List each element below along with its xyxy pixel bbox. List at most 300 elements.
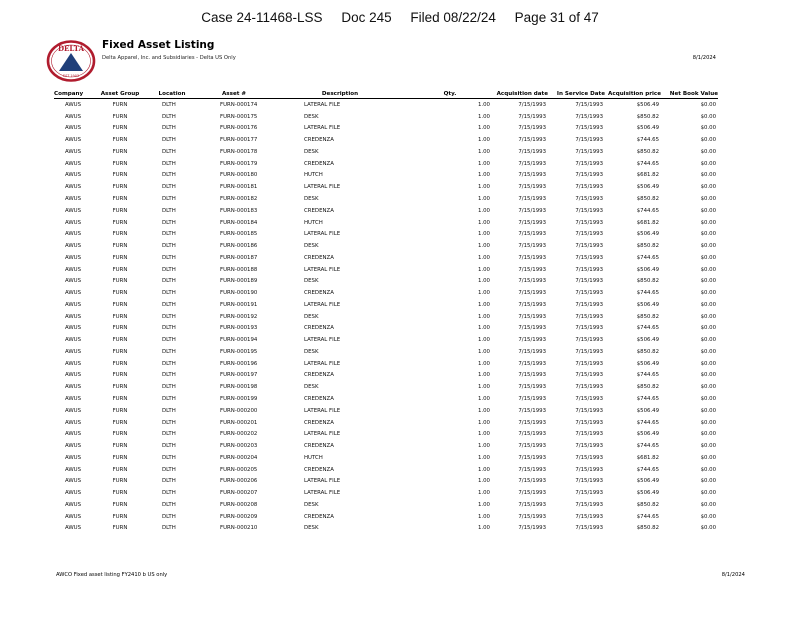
description-cell: CREDENZA bbox=[304, 160, 334, 167]
acquisition-date-cell: 7/15/1993 bbox=[518, 137, 546, 144]
location-cell: DLTH bbox=[162, 490, 176, 497]
asset-number-cell: FURN-000203 bbox=[220, 443, 258, 450]
qty-cell: 1.00 bbox=[477, 160, 490, 167]
asset-number-cell: FURN-000206 bbox=[220, 478, 258, 485]
asset-number-cell: FURN-000202 bbox=[220, 431, 258, 438]
company-cell: AWUS bbox=[64, 148, 82, 155]
in-service-date-cell: 7/15/1993 bbox=[575, 443, 603, 450]
asset-number-cell: FURN-000190 bbox=[220, 290, 258, 297]
net-book-value-cell: $0.00 bbox=[700, 372, 716, 379]
acquisition-date-cell: 7/15/1993 bbox=[518, 172, 546, 179]
in-service-date-cell: 7/15/1993 bbox=[575, 313, 603, 320]
net-book-value-cell: $0.00 bbox=[700, 337, 716, 344]
net-book-value-cell: $0.00 bbox=[700, 325, 716, 332]
net-book-value-cell: $0.00 bbox=[700, 360, 716, 367]
net-book-value-cell: $0.00 bbox=[700, 148, 716, 155]
company-cell: AWUS bbox=[64, 525, 82, 532]
description-cell: LATERAL FILE bbox=[304, 101, 341, 108]
location-cell: DLTH bbox=[162, 243, 176, 250]
asset-group-cell: FURN bbox=[112, 396, 128, 403]
net-book-value-cell: $0.00 bbox=[700, 101, 716, 108]
company-cell: AWUS bbox=[64, 396, 82, 403]
description-cell: LATERAL FILE bbox=[304, 266, 341, 273]
company-cell: AWUS bbox=[64, 337, 82, 344]
in-service-date-cell: 7/15/1993 bbox=[575, 325, 603, 332]
table-row bbox=[54, 523, 718, 535]
asset-group-cell: FURN bbox=[112, 490, 128, 497]
location-cell: DLTH bbox=[162, 337, 176, 344]
asset-number-cell: FURN-000185 bbox=[220, 231, 258, 238]
company-cell: AWUS bbox=[64, 431, 82, 438]
net-book-value-cell: $0.00 bbox=[700, 301, 716, 308]
company-cell: AWUS bbox=[64, 372, 82, 379]
acquisition-price-cell: $744.65 bbox=[636, 290, 659, 297]
description-cell: CREDENZA bbox=[304, 372, 334, 379]
table-row bbox=[54, 487, 718, 499]
asset-number-cell: FURN-000184 bbox=[220, 219, 258, 226]
company-cell: AWUS bbox=[64, 407, 82, 414]
in-service-date-cell: 7/15/1993 bbox=[575, 148, 603, 155]
location-cell: DLTH bbox=[162, 101, 176, 108]
company-cell: AWUS bbox=[64, 443, 82, 450]
asset-group-cell: FURN bbox=[112, 196, 128, 202]
description-cell: HUTCH bbox=[304, 219, 323, 226]
asset-number-cell: FURN-000179 bbox=[220, 160, 258, 167]
description-cell: DESK bbox=[304, 196, 319, 202]
column-header-description: Description bbox=[272, 87, 408, 99]
net-book-value-cell: $0.00 bbox=[700, 396, 716, 403]
acquisition-price-cell: $506.49 bbox=[636, 301, 659, 308]
description-cell: LATERAL FILE bbox=[304, 431, 341, 438]
acquisition-date-cell: 7/15/1993 bbox=[518, 360, 546, 367]
qty-cell: 1.00 bbox=[477, 454, 490, 461]
acquisition-price-cell: $506.49 bbox=[636, 478, 659, 485]
acquisition-price-cell: $744.65 bbox=[636, 160, 659, 167]
description-cell: DESK bbox=[304, 113, 319, 120]
acquisition-date-cell: 7/15/1993 bbox=[518, 419, 546, 426]
asset-group-cell: FURN bbox=[112, 313, 128, 320]
asset-group-cell: FURN bbox=[112, 348, 128, 355]
net-book-value-cell: $0.00 bbox=[700, 407, 716, 414]
asset-number-cell: FURN-000201 bbox=[220, 419, 258, 426]
in-service-date-cell: 7/15/1993 bbox=[575, 219, 603, 226]
acquisition-date-cell: 7/15/1993 bbox=[518, 148, 546, 155]
acquisition-date-cell: 7/15/1993 bbox=[518, 101, 546, 108]
acquisition-date-cell: 7/15/1993 bbox=[518, 407, 546, 414]
acquisition-date-cell: 7/15/1993 bbox=[518, 266, 546, 273]
acquisition-price-cell: $506.49 bbox=[636, 125, 659, 132]
company-cell: AWUS bbox=[64, 384, 82, 391]
in-service-date-cell: 7/15/1993 bbox=[575, 254, 603, 261]
location-cell: DLTH bbox=[162, 172, 176, 179]
logo-wordmark: DELTA bbox=[57, 44, 85, 53]
asset-number-cell: FURN-000198 bbox=[220, 384, 258, 391]
qty-cell: 1.00 bbox=[477, 148, 490, 155]
asset-number-cell: FURN-000192 bbox=[220, 313, 258, 320]
table-row bbox=[54, 452, 718, 464]
acquisition-price-cell: $850.82 bbox=[636, 348, 659, 355]
location-cell: DLTH bbox=[162, 396, 176, 403]
acquisition-date-cell: 7/15/1993 bbox=[518, 113, 546, 120]
qty-cell: 1.00 bbox=[477, 254, 490, 261]
column-header-asset-group: Asset Group bbox=[92, 87, 148, 99]
asset-number-cell: FURN-000196 bbox=[220, 360, 258, 367]
asset-group-cell: FURN bbox=[112, 101, 128, 108]
in-service-date-cell: 7/15/1993 bbox=[575, 419, 603, 426]
asset-number-cell: FURN-000181 bbox=[220, 184, 258, 191]
company-cell: AWUS bbox=[64, 196, 82, 202]
description-cell: LATERAL FILE bbox=[304, 478, 341, 485]
company-cell: AWUS bbox=[64, 490, 82, 497]
location-cell: DLTH bbox=[162, 384, 176, 391]
description-cell: HUTCH bbox=[304, 172, 323, 179]
asset-group-cell: FURN bbox=[112, 407, 128, 414]
company-cell: AWUS bbox=[64, 184, 82, 191]
location-cell: DLTH bbox=[162, 160, 176, 167]
in-service-date-cell: 7/15/1993 bbox=[575, 372, 603, 379]
net-book-value-cell: $0.00 bbox=[700, 184, 716, 191]
acquisition-price-cell: $850.82 bbox=[636, 525, 659, 532]
location-cell: DLTH bbox=[162, 125, 176, 132]
acquisition-price-cell: $850.82 bbox=[636, 196, 659, 202]
description-cell: CREDENZA bbox=[304, 290, 334, 297]
description-cell: LATERAL FILE bbox=[304, 184, 341, 191]
delta-logo bbox=[46, 40, 96, 82]
asset-group-cell: FURN bbox=[112, 231, 128, 238]
qty-cell: 1.00 bbox=[477, 525, 490, 532]
acquisition-date-cell: 7/15/1993 bbox=[518, 243, 546, 250]
table-row bbox=[54, 311, 718, 323]
asset-group-cell: FURN bbox=[112, 466, 128, 473]
company-cell: AWUS bbox=[64, 360, 82, 367]
in-service-date-cell: 7/15/1993 bbox=[575, 231, 603, 238]
column-header-acquisition-date: Acquisition date bbox=[492, 87, 548, 99]
description-cell: CREDENZA bbox=[304, 396, 334, 403]
in-service-date-cell: 7/15/1993 bbox=[575, 337, 603, 344]
asset-number-cell: FURN-000182 bbox=[220, 196, 258, 202]
asset-group-cell: FURN bbox=[112, 301, 128, 308]
logo-est-text: EST 1903 bbox=[62, 74, 80, 78]
acquisition-price-cell: $506.49 bbox=[636, 266, 659, 273]
company-cell: AWUS bbox=[64, 125, 82, 132]
asset-number-cell: FURN-000195 bbox=[220, 348, 258, 355]
qty-cell: 1.00 bbox=[477, 431, 490, 438]
asset-group-cell: FURN bbox=[112, 207, 128, 214]
in-service-date-cell: 7/15/1993 bbox=[575, 454, 603, 461]
location-cell: DLTH bbox=[162, 313, 176, 320]
table-row bbox=[54, 428, 718, 440]
company-cell: AWUS bbox=[64, 454, 82, 461]
company-cell: AWUS bbox=[64, 137, 82, 144]
acquisition-date-cell: 7/15/1993 bbox=[518, 219, 546, 226]
asset-group-cell: FURN bbox=[112, 254, 128, 261]
description-cell: DESK bbox=[304, 148, 319, 155]
acquisition-date-cell: 7/15/1993 bbox=[518, 466, 546, 473]
qty-cell: 1.00 bbox=[477, 243, 490, 250]
asset-group-cell: FURN bbox=[112, 278, 128, 285]
company-cell: AWUS bbox=[64, 254, 82, 261]
in-service-date-cell: 7/15/1993 bbox=[575, 348, 603, 355]
location-cell: DLTH bbox=[162, 148, 176, 155]
in-service-date-cell: 7/15/1993 bbox=[575, 525, 603, 532]
table-row bbox=[54, 287, 718, 299]
acquisition-price-cell: $506.49 bbox=[636, 431, 659, 438]
asset-number-cell: FURN-000175 bbox=[220, 113, 258, 120]
in-service-date-cell: 7/15/1993 bbox=[575, 266, 603, 273]
acquisition-date-cell: 7/15/1993 bbox=[518, 184, 546, 191]
acquisition-price-cell: $744.65 bbox=[636, 325, 659, 332]
asset-table bbox=[54, 87, 718, 534]
acquisition-date-cell: 7/15/1993 bbox=[518, 254, 546, 261]
qty-cell: 1.00 bbox=[477, 490, 490, 497]
acquisition-date-cell: 7/15/1993 bbox=[518, 348, 546, 355]
description-cell: CREDENZA bbox=[304, 513, 334, 520]
description-cell: DESK bbox=[304, 501, 319, 508]
table-row bbox=[54, 275, 718, 287]
qty-cell: 1.00 bbox=[477, 396, 490, 403]
asset-number-cell: FURN-000191 bbox=[220, 301, 258, 308]
acquisition-date-cell: 7/15/1993 bbox=[518, 325, 546, 332]
net-book-value-cell: $0.00 bbox=[700, 501, 716, 508]
asset-group-cell: FURN bbox=[112, 337, 128, 344]
asset-group-cell: FURN bbox=[112, 243, 128, 250]
net-book-value-cell: $0.00 bbox=[700, 431, 716, 438]
acquisition-date-cell: 7/15/1993 bbox=[518, 160, 546, 167]
description-cell: CREDENZA bbox=[304, 254, 334, 261]
acquisition-price-cell: $850.82 bbox=[636, 113, 659, 120]
in-service-date-cell: 7/15/1993 bbox=[575, 172, 603, 179]
description-cell: DESK bbox=[304, 313, 319, 320]
acquisition-date-cell: 7/15/1993 bbox=[518, 384, 546, 391]
company-cell: AWUS bbox=[64, 113, 82, 120]
location-cell: DLTH bbox=[162, 525, 176, 532]
column-header-asset-number: Asset # bbox=[196, 87, 272, 99]
acquisition-date-cell: 7/15/1993 bbox=[518, 396, 546, 403]
net-book-value-cell: $0.00 bbox=[700, 478, 716, 485]
qty-cell: 1.00 bbox=[477, 137, 490, 144]
acquisition-date-cell: 7/15/1993 bbox=[518, 125, 546, 132]
company-cell: AWUS bbox=[64, 243, 82, 250]
in-service-date-cell: 7/15/1993 bbox=[575, 196, 603, 202]
company-cell: AWUS bbox=[64, 325, 82, 332]
location-cell: DLTH bbox=[162, 266, 176, 273]
column-header-acquisition-price: Acquisition price bbox=[605, 87, 661, 99]
qty-cell: 1.00 bbox=[477, 348, 490, 355]
asset-table-container bbox=[54, 87, 718, 534]
asset-group-cell: FURN bbox=[112, 513, 128, 520]
asset-number-cell: FURN-000178 bbox=[220, 148, 258, 155]
description-cell: LATERAL FILE bbox=[304, 360, 341, 367]
asset-group-cell: FURN bbox=[112, 219, 128, 226]
asset-number-cell: FURN-000180 bbox=[220, 172, 258, 179]
asset-group-cell: FURN bbox=[112, 113, 128, 120]
description-cell: LATERAL FILE bbox=[304, 490, 341, 497]
acquisition-date-cell: 7/15/1993 bbox=[518, 513, 546, 520]
acquisition-price-cell: $744.65 bbox=[636, 443, 659, 450]
company-cell: AWUS bbox=[64, 478, 82, 485]
asset-number-cell: FURN-000177 bbox=[220, 137, 258, 144]
company-cell: AWUS bbox=[64, 290, 82, 297]
table-row bbox=[54, 158, 718, 170]
location-cell: DLTH bbox=[162, 207, 176, 214]
table-row bbox=[54, 134, 718, 146]
company-cell: AWUS bbox=[64, 219, 82, 226]
table-row bbox=[54, 417, 718, 429]
net-book-value-cell: $0.00 bbox=[700, 348, 716, 355]
in-service-date-cell: 7/15/1993 bbox=[575, 501, 603, 508]
acquisition-price-cell: $850.82 bbox=[636, 243, 659, 250]
report-subtitle: Delta Apparel, Inc. and Subsidiaries - Delta US Only bbox=[102, 55, 236, 61]
company-cell: AWUS bbox=[64, 348, 82, 355]
net-book-value-cell: $0.00 bbox=[700, 525, 716, 532]
in-service-date-cell: 7/15/1993 bbox=[575, 160, 603, 167]
qty-cell: 1.00 bbox=[477, 313, 490, 320]
location-cell: DLTH bbox=[162, 290, 176, 297]
report-title: Fixed Asset Listing bbox=[102, 39, 215, 51]
acquisition-date-cell: 7/15/1993 bbox=[518, 278, 546, 285]
column-header-qty: Qty. bbox=[408, 87, 492, 99]
table-row bbox=[54, 170, 718, 182]
table-row bbox=[54, 146, 718, 158]
net-book-value-cell: $0.00 bbox=[700, 443, 716, 450]
acquisition-date-cell: 7/15/1993 bbox=[518, 443, 546, 450]
in-service-date-cell: 7/15/1993 bbox=[575, 207, 603, 214]
net-book-value-cell: $0.00 bbox=[700, 513, 716, 520]
in-service-date-cell: 7/15/1993 bbox=[575, 101, 603, 108]
in-service-date-cell: 7/15/1993 bbox=[575, 301, 603, 308]
asset-number-cell: FURN-000189 bbox=[220, 278, 258, 285]
description-cell: DESK bbox=[304, 278, 319, 285]
qty-cell: 1.00 bbox=[477, 372, 490, 379]
acquisition-price-cell: $506.49 bbox=[636, 407, 659, 414]
table-row bbox=[54, 228, 718, 240]
table-row bbox=[54, 381, 718, 393]
description-cell: DESK bbox=[304, 525, 319, 532]
in-service-date-cell: 7/15/1993 bbox=[575, 513, 603, 520]
qty-cell: 1.00 bbox=[477, 184, 490, 191]
acquisition-price-cell: $744.65 bbox=[636, 466, 659, 473]
qty-cell: 1.00 bbox=[477, 231, 490, 238]
asset-number-cell: FURN-000209 bbox=[220, 513, 258, 520]
location-cell: DLTH bbox=[162, 372, 176, 379]
asset-group-cell: FURN bbox=[112, 443, 128, 450]
acquisition-price-cell: $506.49 bbox=[636, 231, 659, 238]
table-row bbox=[54, 334, 718, 346]
table-row bbox=[54, 299, 718, 311]
in-service-date-cell: 7/15/1993 bbox=[575, 278, 603, 285]
acquisition-price-cell: $850.82 bbox=[636, 148, 659, 155]
acquisition-price-cell: $744.65 bbox=[636, 419, 659, 426]
asset-group-cell: FURN bbox=[112, 325, 128, 332]
in-service-date-cell: 7/15/1993 bbox=[575, 137, 603, 144]
table-row bbox=[54, 323, 718, 335]
net-book-value-cell: $0.00 bbox=[700, 207, 716, 214]
table-row bbox=[54, 252, 718, 264]
in-service-date-cell: 7/15/1993 bbox=[575, 490, 603, 497]
table-row bbox=[54, 440, 718, 452]
location-cell: DLTH bbox=[162, 325, 176, 332]
description-cell: DESK bbox=[304, 348, 319, 355]
asset-table-body bbox=[54, 99, 718, 535]
asset-number-cell: FURN-000200 bbox=[220, 407, 258, 414]
company-cell: AWUS bbox=[64, 301, 82, 308]
asset-number-cell: FURN-000207 bbox=[220, 490, 258, 497]
acquisition-price-cell: $506.49 bbox=[636, 184, 659, 191]
net-book-value-cell: $0.00 bbox=[700, 290, 716, 297]
acquisition-price-cell: $681.82 bbox=[636, 172, 659, 179]
location-cell: DLTH bbox=[162, 113, 176, 120]
asset-group-cell: FURN bbox=[112, 501, 128, 508]
asset-group-cell: FURN bbox=[112, 419, 128, 426]
location-cell: DLTH bbox=[162, 196, 176, 202]
asset-group-cell: FURN bbox=[112, 148, 128, 155]
acquisition-price-cell: $506.49 bbox=[636, 101, 659, 108]
table-row bbox=[54, 393, 718, 405]
acquisition-date-cell: 7/15/1993 bbox=[518, 196, 546, 202]
report-date: 8/1/2024 bbox=[692, 55, 716, 61]
acquisition-price-cell: $744.65 bbox=[636, 372, 659, 379]
acquisition-date-cell: 7/15/1993 bbox=[518, 337, 546, 344]
net-book-value-cell: $0.00 bbox=[700, 466, 716, 473]
qty-cell: 1.00 bbox=[477, 419, 490, 426]
table-row bbox=[54, 358, 718, 370]
qty-cell: 1.00 bbox=[477, 207, 490, 214]
in-service-date-cell: 7/15/1993 bbox=[575, 113, 603, 120]
qty-cell: 1.00 bbox=[477, 113, 490, 120]
description-cell: CREDENZA bbox=[304, 325, 334, 332]
acquisition-price-cell: $744.65 bbox=[636, 207, 659, 214]
acquisition-price-cell: $850.82 bbox=[636, 384, 659, 391]
asset-group-cell: FURN bbox=[112, 384, 128, 391]
table-row bbox=[54, 111, 718, 123]
asset-group-cell: FURN bbox=[112, 125, 128, 132]
in-service-date-cell: 7/15/1993 bbox=[575, 384, 603, 391]
qty-cell: 1.00 bbox=[477, 101, 490, 108]
acquisition-price-cell: $744.65 bbox=[636, 254, 659, 261]
acquisition-date-cell: 7/15/1993 bbox=[518, 431, 546, 438]
company-cell: AWUS bbox=[64, 466, 82, 473]
qty-cell: 1.00 bbox=[477, 290, 490, 297]
asset-group-cell: FURN bbox=[112, 372, 128, 379]
qty-cell: 1.00 bbox=[477, 513, 490, 520]
in-service-date-cell: 7/15/1993 bbox=[575, 431, 603, 438]
table-row bbox=[54, 99, 718, 111]
acquisition-price-cell: $681.82 bbox=[636, 454, 659, 461]
qty-cell: 1.00 bbox=[477, 325, 490, 332]
net-book-value-cell: $0.00 bbox=[700, 490, 716, 497]
qty-cell: 1.00 bbox=[477, 384, 490, 391]
net-book-value-cell: $0.00 bbox=[700, 125, 716, 132]
acquisition-date-cell: 7/15/1993 bbox=[518, 525, 546, 532]
in-service-date-cell: 7/15/1993 bbox=[575, 466, 603, 473]
net-book-value-cell: $0.00 bbox=[700, 419, 716, 426]
qty-cell: 1.00 bbox=[477, 407, 490, 414]
location-cell: DLTH bbox=[162, 301, 176, 308]
asset-group-cell: FURN bbox=[112, 360, 128, 367]
acquisition-date-cell: 7/15/1993 bbox=[518, 207, 546, 214]
footer-report-name: AWCO Fixed asset listing FY2410 b US only bbox=[56, 572, 168, 578]
company-cell: AWUS bbox=[64, 207, 82, 214]
qty-cell: 1.00 bbox=[477, 196, 490, 202]
table-row bbox=[54, 264, 718, 276]
qty-cell: 1.00 bbox=[477, 337, 490, 344]
location-cell: DLTH bbox=[162, 254, 176, 261]
location-cell: DLTH bbox=[162, 501, 176, 508]
acquisition-price-cell: $850.82 bbox=[636, 313, 659, 320]
table-row bbox=[54, 193, 718, 205]
asset-number-cell: FURN-000199 bbox=[220, 396, 258, 403]
company-cell: AWUS bbox=[64, 101, 82, 108]
